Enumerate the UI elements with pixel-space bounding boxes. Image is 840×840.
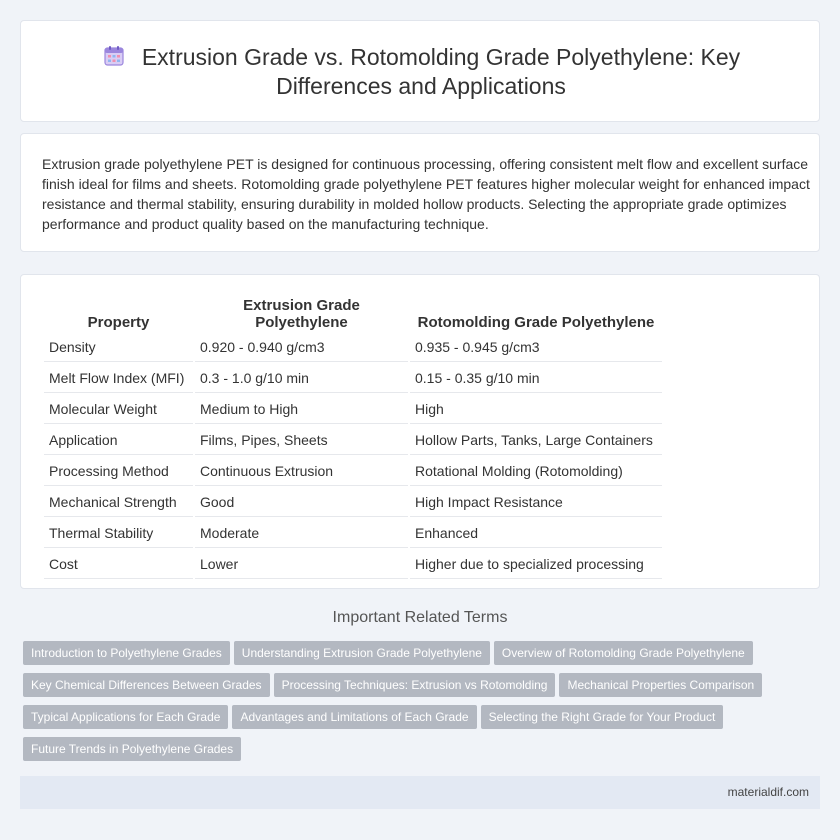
related-term-link[interactable]: Introduction to Polyethylene Grades — [23, 641, 230, 665]
related-term-link[interactable]: Mechanical Properties Comparison — [559, 673, 762, 697]
table-cell: Higher due to specialized processing — [410, 550, 662, 579]
title-card — [20, 20, 820, 122]
comparison-card — [20, 274, 820, 589]
related-term-link[interactable]: Key Chemical Differences Between Grades — [23, 673, 270, 697]
table-cell: Rotational Molding (Rotomolding) — [410, 457, 662, 486]
related-term-link[interactable]: Future Trends in Polyethylene Grades — [23, 737, 241, 761]
header-property: Property — [87, 314, 150, 331]
table-cell: 0.15 - 0.35 g/10 min — [410, 364, 662, 393]
calendar-icon — [102, 44, 126, 68]
comparison-table — [42, 295, 664, 581]
table-cell: Good — [195, 488, 408, 517]
intro-paragraph: Extrusion grade polyethylene PET is designed for continuous processing, offering consistent melt flow and excellent surface finish ideal for films and sheets. Rotomolding grade polyethylene PET features higher molecular weight for enhanced impact resistance and thermal stability, ensuring durability in molded hollow products. Selecting the appropriate grade optimizes performance and product quality based on the manufacturing technique. — [42, 156, 810, 232]
table-cell: Moderate — [195, 519, 408, 548]
table-row — [44, 426, 662, 455]
table-header-row — [44, 297, 662, 331]
page-title — [21, 43, 821, 101]
table-cell: Cost — [44, 550, 193, 579]
table-row — [44, 364, 662, 393]
table-cell: Continuous Extrusion — [195, 457, 408, 486]
footer — [20, 776, 820, 809]
table-row — [44, 488, 662, 517]
table-cell: Density — [44, 333, 193, 362]
title-line-2: Differences and Applications — [276, 73, 566, 99]
table-cell: Processing Method — [44, 457, 193, 486]
table-cell: Thermal Stability — [44, 519, 193, 548]
related-terms-list — [23, 641, 803, 769]
table-cell: 0.935 - 0.945 g/cm3 — [410, 333, 662, 362]
table-cell: Medium to High — [195, 395, 408, 424]
table-row — [44, 457, 662, 486]
table-cell: Molecular Weight — [44, 395, 193, 424]
table-cell: 0.3 - 1.0 g/10 min — [195, 364, 408, 393]
table-row — [44, 550, 662, 579]
table-cell: 0.920 - 0.940 g/cm3 — [195, 333, 408, 362]
related-term-link[interactable]: Processing Techniques: Extrusion vs Rotomolding — [274, 673, 556, 697]
related-term-link[interactable]: Advantages and Limitations of Each Grade — [232, 705, 476, 729]
table-cell: High — [410, 395, 662, 424]
title-line-1: Extrusion Grade vs. Rotomolding Grade Polyethylene: Key — [141, 44, 741, 70]
intro-card — [20, 133, 820, 252]
related-term-link[interactable]: Selecting the Right Grade for Your Product — [481, 705, 724, 729]
table-row — [44, 519, 662, 548]
footer-site-link[interactable]: materialdif.com — [727, 785, 809, 799]
header-rotomolding: Rotomolding Grade Polyethylene — [417, 314, 655, 331]
table-cell: High Impact Resistance — [410, 488, 662, 517]
table-cell: Application — [44, 426, 193, 455]
table-cell: Lower — [195, 550, 408, 579]
table-row — [44, 333, 662, 362]
related-term-link[interactable]: Typical Applications for Each Grade — [23, 705, 228, 729]
table-cell: Hollow Parts, Tanks, Large Containers — [410, 426, 662, 455]
table-cell: Enhanced — [410, 519, 662, 548]
table-cell: Mechanical Strength — [44, 488, 193, 517]
header-extrusion: Extrusion Grade Polyethylene — [243, 297, 360, 331]
related-terms-heading: Important Related Terms — [332, 609, 508, 626]
table-cell: Films, Pipes, Sheets — [195, 426, 408, 455]
related-term-link[interactable]: Understanding Extrusion Grade Polyethylene — [234, 641, 490, 665]
related-term-link[interactable]: Overview of Rotomolding Grade Polyethylene — [494, 641, 753, 665]
table-row — [44, 395, 662, 424]
table-cell: Melt Flow Index (MFI) — [44, 364, 193, 393]
